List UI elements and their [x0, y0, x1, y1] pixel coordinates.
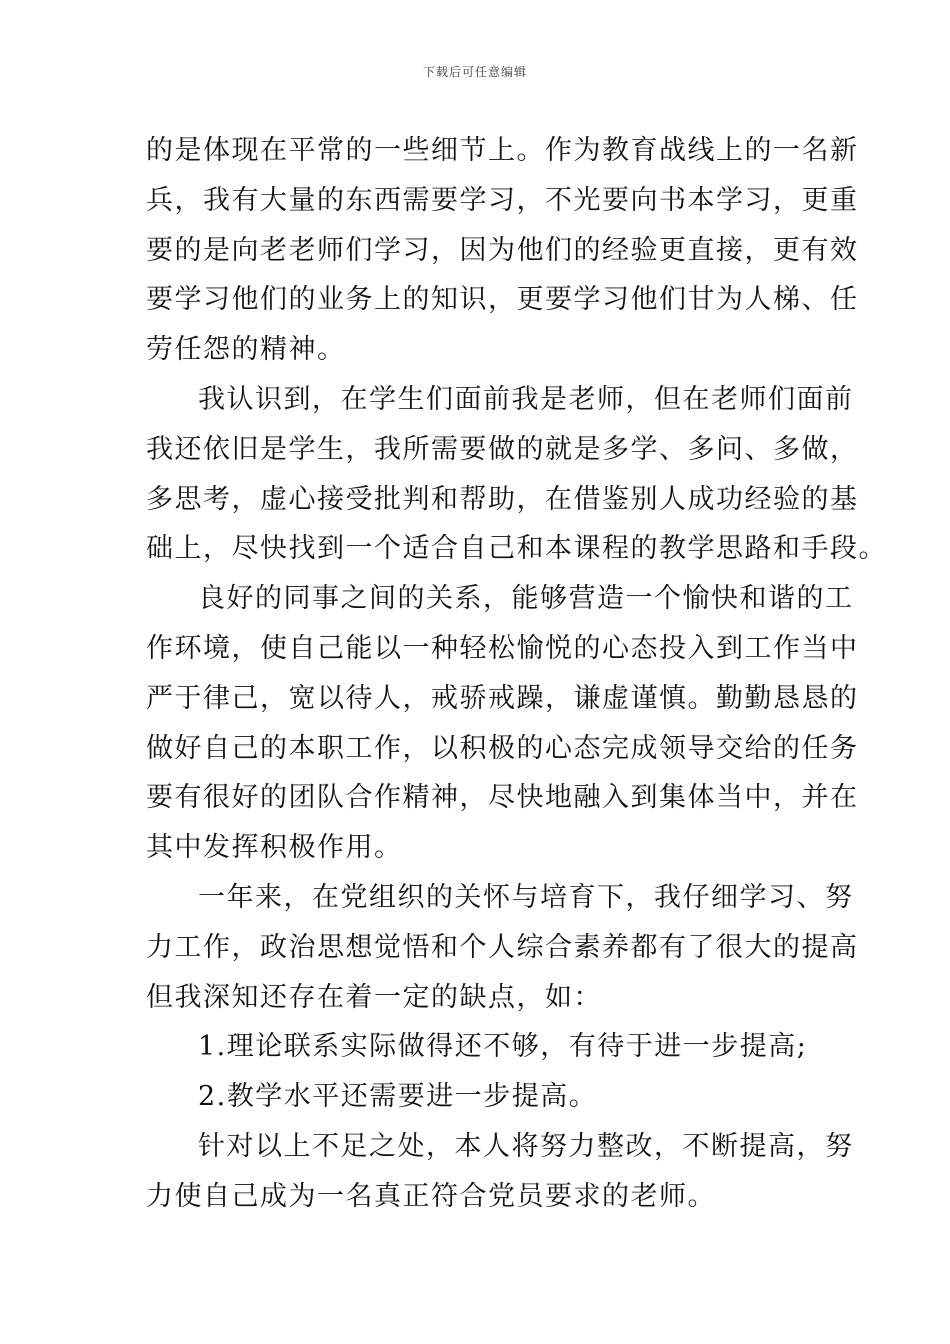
text-line: 做好自己的本职工作，以积极的心态完成领导交给的任务	[146, 732, 859, 764]
paragraph-first-line: 我认识到，在学生们面前我是老师，但在老师们面前	[198, 383, 854, 415]
page-header: 下载后可任意编辑	[422, 65, 527, 79]
text-line: 要有很好的团队合作精神，尽快地融入到集体当中，并在	[146, 782, 859, 814]
text-line: 要的是向老老师们学习，因为他们的经验更直接，更有效	[146, 234, 859, 266]
document-body	[146, 126, 887, 1222]
text-line: 严于律己，宽以待人，戒骄戒躁，谦虚谨慎。勤勤恳恳的	[146, 682, 859, 714]
list-item: 1.理论联系实际做得还不够，有待于进一步提高;	[198, 1031, 808, 1063]
text-line: 力使自己成为一名真正符合党员要求的老师。	[146, 1180, 716, 1212]
text-line: 多思考，虚心接受批判和帮助，在借鉴别人成功经验的基	[146, 483, 859, 515]
text-line: 兵，我有大量的东西需要学习，不光要向书本学习，更重	[146, 184, 859, 216]
text-line: 力工作，政治思想觉悟和个人综合素养都有了很大的提高	[146, 931, 859, 963]
paragraph-first-line: 一年来，在党组织的关怀与培育下，我仔细学习、努	[198, 881, 854, 913]
paragraph-first-line: 良好的同事之间的关系，能够营造一个愉快和谐的工	[198, 583, 854, 615]
text-line: 劳任怨的精神。	[146, 334, 346, 366]
text-line: 其中发挥积极作用。	[146, 832, 403, 864]
text-line: 础上，尽快找到一个适合自己和本课程的教学思路和手段。	[146, 533, 887, 565]
text-line: 我还依旧是学生，我所需要做的就是多学、多问、多做，	[146, 433, 859, 465]
text-line: 要学习他们的业务上的知识，更要学习他们甘为人梯、任	[146, 284, 859, 316]
text-line: 作环境，使自己能以一种轻松愉悦的心态投入到工作当中	[146, 632, 859, 664]
text-line: 但我深知还存在着一定的缺点，如：	[146, 981, 602, 1013]
text-line: 的是体现在平常的一些细节上。作为教育战线上的一名新	[146, 135, 859, 166]
list-item: 2.教学水平还需要进一步提高。	[198, 1081, 598, 1113]
paragraph-first-line: 针对以上不足之处，本人将努力整改，不断提高，努	[198, 1130, 854, 1162]
